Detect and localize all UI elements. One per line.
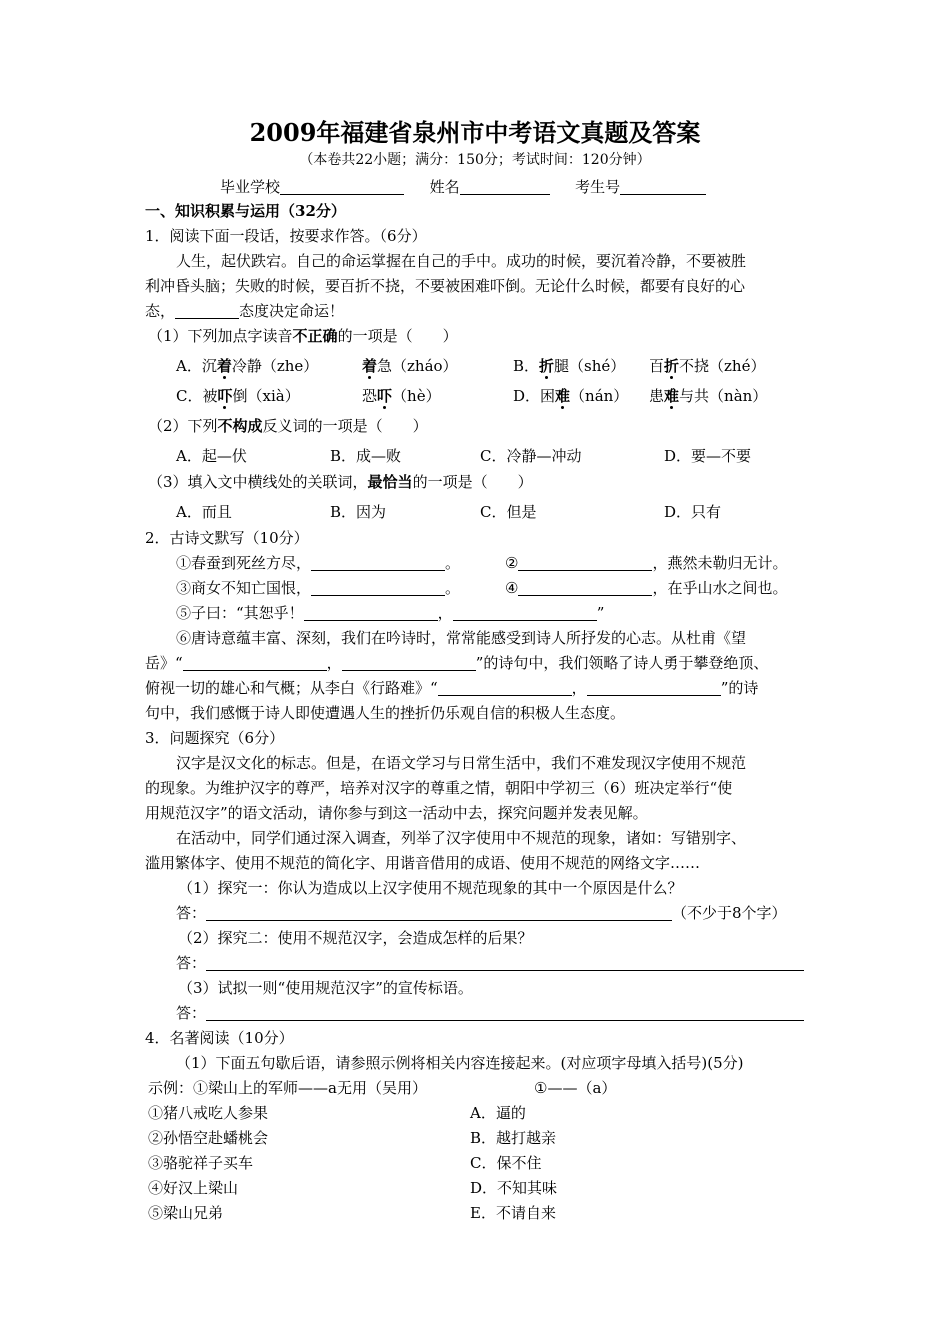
poem-text: ③商女不知亡国恨， (176, 579, 312, 597)
option-d[interactable]: D．只有 (664, 503, 722, 521)
poem-text: ”的诗 (720, 679, 759, 697)
match-right-item: E．不请自来 (470, 1204, 556, 1222)
poem-text: 俯视一切的雄心和气概；从李白《行路难》“ (145, 679, 438, 697)
match-left-item: ②孙悟空赴蟠桃会 (148, 1129, 269, 1147)
q1-passage-line (145, 301, 344, 321)
q4-intro: （1）下面五句歇后语，请参照示例将相关内容连接起来。(对应项字母填入括号)(5分) (176, 1054, 744, 1072)
school-blank[interactable] (280, 178, 404, 195)
q1-heading: 1．阅读下面一段话，按要求作答。（6分） (145, 227, 427, 245)
dotted-char: 着 (362, 357, 378, 375)
q2-line-6: 俯视一切的雄心和气概；从李白《行路难》“ ， ”的诗 (145, 679, 759, 697)
q3-passage-line: 的现象。为维护汉字的尊严，培养对汉字的尊重之情，朝阳中学初三（6）班决定举行“使 (145, 779, 733, 797)
q4-match-row (0, 1128, 950, 1148)
q4-match-row (0, 1203, 950, 1223)
q1-passage-line: 人生，起伏跌宕。自己的命运掌握在自己的手中。成功的时候，要沉着冷静，不要被胜 (176, 252, 747, 270)
q1-sub3-stem (148, 472, 533, 492)
poem-blank[interactable] (304, 604, 438, 621)
answer-2-blank[interactable] (206, 954, 804, 971)
name-label: 姓名 (429, 178, 460, 196)
emphasis-text: 最恰当 (367, 473, 413, 491)
poem-text: ，在乎山水之间也。 (652, 579, 788, 597)
emphasis-text: 不正确 (292, 327, 338, 345)
q2-heading: 2．古诗文默写（10分） (145, 529, 309, 547)
q2-line-5: 岳》“ ， ”的诗句中，我们领略了诗人勇于攀登绝顶、 (145, 654, 769, 672)
stem-text: 的一项是（ ） (337, 327, 458, 345)
dotted-char: 着 (216, 357, 232, 375)
q1-connector-blank[interactable] (175, 302, 239, 319)
match-left-item: ④好汉上梁山 (148, 1179, 239, 1197)
answer-note: （不少于8个字） (672, 904, 787, 922)
dotted-char: 折 (664, 357, 680, 375)
match-right-item: C．保不住 (470, 1154, 542, 1172)
stem-text: 的一项是（ ） (412, 473, 533, 491)
poem-blank[interactable] (342, 654, 476, 671)
option-b[interactable]: B．折腿（shé） (513, 357, 626, 375)
option-a[interactable]: A．起—伏 (176, 447, 247, 465)
stem-text: （2）下列 (148, 417, 218, 435)
match-right-item: D．不知其味 (470, 1179, 558, 1197)
answer-label: 答： (176, 1004, 207, 1022)
stem-text: （1）下列加点字读音 (148, 327, 293, 345)
answer-3-blank[interactable] (206, 1004, 804, 1021)
dotted-char: 吓 (377, 387, 393, 405)
poem-blank[interactable] (311, 579, 445, 596)
q2-line-2: ③商女不知亡国恨， 。 ④ ，在乎山水之间也。 (176, 579, 788, 597)
poem-blank[interactable] (518, 554, 652, 571)
poem-blank[interactable] (518, 579, 652, 596)
q2-line-1: ①春蚕到死丝方尽， 。 ② ，燕然未勒归无计。 (176, 554, 788, 572)
q3-answer-1-row (176, 903, 787, 923)
q1-passage-text: 态度决定命运！ (239, 302, 345, 320)
option-c[interactable]: C．冷静—冲动 (480, 447, 582, 465)
answer-1-blank[interactable] (206, 904, 672, 921)
q1-passage-text: 态， (145, 302, 176, 320)
q3-passage-line: 用规范汉字”的语文活动，请你参与到这一活动中去，探究问题并发表见解。 (145, 804, 648, 822)
option-b[interactable]: B．因为 (330, 503, 387, 521)
q1-sub3-options-row (0, 502, 950, 522)
q3-passage-line: 汉字是汉文化的标志。但是，在语文学习与日常生活中，我们不难发现汉字使用不规范 (176, 754, 747, 772)
q3-task-2: （2）探究二：使用不规范汉字，会造成怎样的后果？ (178, 929, 533, 947)
section-heading: 一、知识积累与运用（32分） (145, 202, 346, 220)
poem-text: ⑤子曰：“其恕乎！ (176, 604, 304, 622)
q1-sub2-stem (148, 416, 428, 436)
match-right-item: A．逼的 (470, 1104, 526, 1122)
q3-passage-line: 滥用繁体字、使用不规范的简化字、用谐音借用的成语、使用不规范的网络文字…… (145, 854, 701, 872)
name-blank[interactable] (460, 178, 550, 195)
q4-match-row (0, 1153, 950, 1173)
poem-text: ①春蚕到死丝方尽， (176, 554, 312, 572)
dotted-char: 难 (664, 387, 680, 405)
option-a[interactable]: A．而且 (176, 503, 232, 521)
q1-sub1-stem (148, 326, 458, 346)
exam-subtitle: （本卷共22小题；满分：150分；考试时间：120分钟） (299, 152, 651, 168)
q2-line-7: 句中，我们感慨于诗人即使遭遇人生的挫折仍乐观自信的积极人生态度。 (145, 704, 626, 722)
match-right-item: B．越打越亲 (470, 1129, 557, 1147)
q4-example-row (0, 1078, 950, 1098)
school-label: 毕业学校 (220, 178, 281, 196)
q1-sub2-options-row (0, 446, 950, 466)
option-c[interactable]: C．但是 (480, 503, 537, 521)
match-left-item: ③骆驼祥子买车 (148, 1154, 254, 1172)
poem-blank[interactable] (183, 654, 327, 671)
page-title: 2009年福建省泉州市中考语文真题及答案 (249, 118, 701, 147)
q4-match-row (0, 1178, 950, 1198)
poem-blank[interactable] (453, 604, 597, 621)
stem-text: 反义词的一项是（ ） (262, 417, 428, 435)
q3-heading: 3．问题探究（6分） (145, 729, 285, 747)
poem-text: ，燕然未勒归无计。 (652, 554, 788, 572)
option-b-pair: 百折不挠（zhé） (649, 357, 766, 375)
match-left-item: ①猪八戒吃人参果 (148, 1104, 269, 1122)
exam-number-label: 考生号 (575, 178, 621, 196)
option-d-pair: 患难与共（nàn） (649, 387, 768, 405)
poem-blank[interactable] (438, 679, 572, 696)
q2-line-4: ⑥唐诗意蕴丰富、深刻，我们在吟诗时，常常能感受到诗人所抒发的心志。从杜甫《望 (176, 629, 747, 647)
q3-answer-3-row (176, 1003, 804, 1023)
q3-task-3: （3）试拟一则“使用规范汉字”的宣传标语。 (178, 979, 473, 997)
q1-sub1-options-row (0, 356, 950, 376)
dotted-char: 折 (539, 357, 555, 375)
answer-label: 答： (176, 954, 207, 972)
option-d[interactable]: D．困难（nán） (513, 387, 629, 405)
q1-sub1-options-row (0, 386, 950, 406)
option-a-pair: 着急（zháo） (362, 357, 458, 375)
student-info-row (220, 177, 706, 197)
q3-task-1: （1）探究一：你认为造成以上汉字使用不规范现象的其中一个原因是什么？ (178, 879, 683, 897)
q1-passage-line: 利冲昏头脑；失败的时候，要百折不挠，不要被困难吓倒。无论什么时候，都要有良好的心 (145, 277, 746, 295)
option-b[interactable]: B．成—败 (330, 447, 402, 465)
match-left-item: ⑤梁山兄弟 (148, 1204, 224, 1222)
poem-blank[interactable] (311, 554, 445, 571)
dotted-char: 难 (555, 387, 571, 405)
emphasis-text: 不构成 (217, 417, 263, 435)
q2-line-3: ⑤子曰：“其恕乎！ ， ” (176, 604, 605, 622)
q4-heading: 4．名著阅读（10分） (145, 1029, 294, 1047)
q3-answer-2-row (176, 953, 804, 973)
exam-number-blank[interactable] (620, 178, 706, 195)
option-c[interactable]: C．被吓倒（xià） (176, 387, 300, 405)
poem-text: 岳》“ (145, 654, 183, 672)
q4-example-answer: ①——（a） (534, 1079, 617, 1097)
option-a[interactable]: A．沉着冷静（zhe） (176, 357, 319, 375)
q3-passage-line: 在活动中，同学们通过深入调查，列举了汉字使用中不规范的现象，诸如：写错别字、 (176, 829, 747, 847)
poem-text: ”的诗句中，我们领略了诗人勇于攀登绝顶、 (475, 654, 769, 672)
q4-match-row (0, 1103, 950, 1123)
option-c-pair: 恐吓（hè） (362, 387, 441, 405)
option-d[interactable]: D．要—不要 (664, 447, 752, 465)
answer-label: 答： (176, 904, 207, 922)
poem-blank[interactable] (587, 679, 721, 696)
stem-text: （3）填入文中横线处的关联词， (148, 473, 368, 491)
q4-example: 示例：①梁山上的军师——a无用（吴用） (148, 1079, 427, 1097)
dotted-char: 吓 (217, 387, 233, 405)
